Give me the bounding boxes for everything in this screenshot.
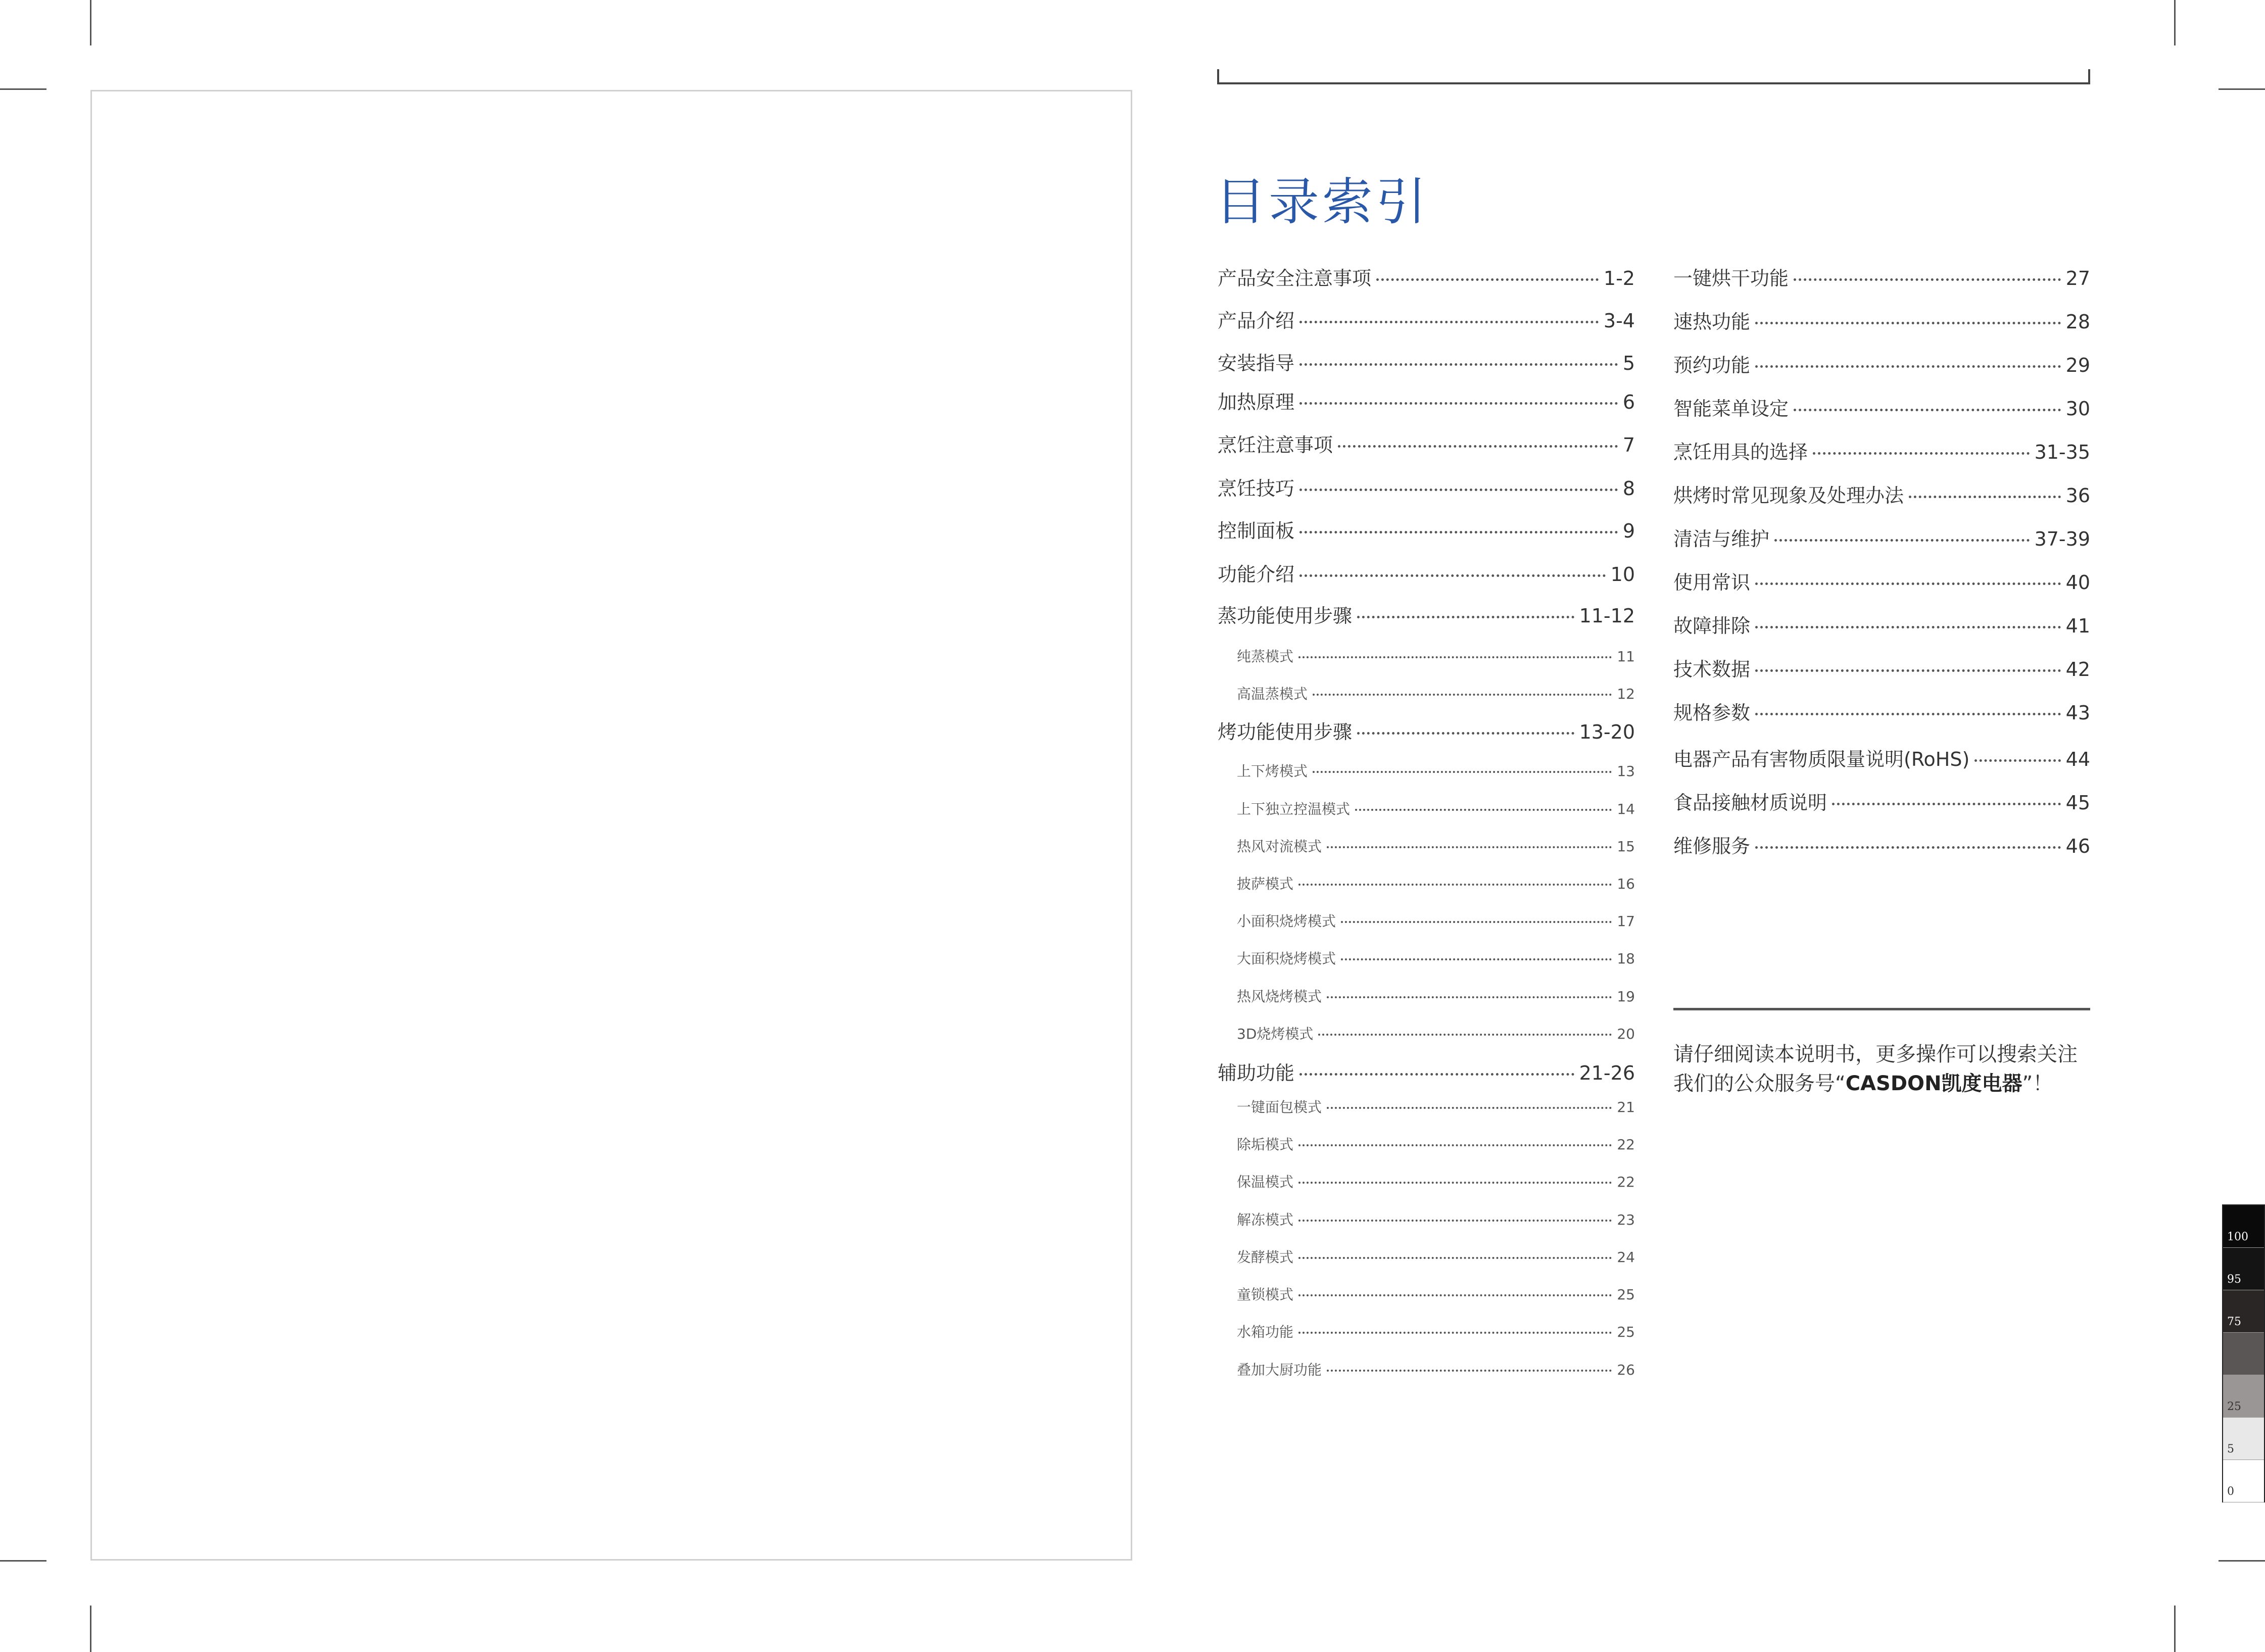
toc-entry-label: 解冻模式 [1237, 1211, 1294, 1228]
grayscale-swatch-label: 25 [2227, 1400, 2241, 1413]
toc-entry-label: 安装指导 [1218, 352, 1295, 374]
toc-entry-page: 6 [1622, 391, 1635, 413]
toc-entry[interactable] [1237, 1023, 1635, 1043]
dot-leader [1299, 363, 1618, 366]
toc-entry-label: 叠加大厨功能 [1237, 1362, 1322, 1378]
toc-entry-page: 21-26 [1579, 1062, 1635, 1084]
grayscale-swatch-label: 75 [2227, 1316, 2241, 1328]
grayscale-swatch [2223, 1418, 2264, 1460]
toc-entry-page: 15 [1617, 838, 1635, 855]
toc-entry-label: 保温模式 [1237, 1174, 1294, 1190]
dot-leader [1794, 409, 2061, 411]
toc-entry[interactable] [1218, 600, 1635, 628]
toc-entry[interactable] [1673, 610, 2090, 638]
dot-leader [1313, 771, 1612, 773]
toc-entry[interactable] [1218, 429, 1635, 457]
toc-entry[interactable] [1218, 263, 1635, 290]
grayscale-swatch [2223, 1205, 2264, 1248]
toc-entry-label: 辅助功能 [1218, 1062, 1295, 1084]
toc-entry[interactable] [1237, 948, 1635, 968]
dot-leader [1299, 402, 1618, 405]
grayscale-swatch [2223, 1375, 2264, 1418]
grayscale-swatch [2223, 1290, 2264, 1333]
dot-leader [1298, 1182, 1612, 1184]
toc-entry-page: 13-20 [1579, 721, 1635, 743]
dot-leader [1318, 1034, 1612, 1036]
header-bracket [1217, 69, 2090, 84]
toc-entry-label: 上下独立控温模式 [1237, 801, 1351, 817]
crop-mark [2174, 0, 2176, 45]
brand-name: CASDON凯度电器 [1845, 1072, 2022, 1095]
toc-entry[interactable] [1218, 348, 1635, 375]
dot-leader [1327, 996, 1612, 998]
toc-entry-page: 36 [2065, 484, 2090, 507]
toc-entry-page: 20 [1617, 1026, 1635, 1042]
dot-leader [1327, 846, 1612, 848]
dot-leader [1298, 1332, 1612, 1334]
dot-leader [1755, 626, 2061, 628]
toc-entry[interactable] [1673, 306, 2090, 334]
toc-entry-page: 5 [1622, 352, 1635, 374]
dot-leader [1299, 489, 1618, 491]
toc-entry-label: 烤功能使用步骤 [1218, 721, 1353, 743]
toc-entry-label: 产品安全注意事项 [1218, 267, 1372, 289]
toc-entry[interactable] [1673, 393, 2090, 421]
crop-mark [90, 0, 91, 45]
toc-entry-page: 18 [1617, 950, 1635, 967]
toc-entry-label: 技术数据 [1673, 658, 1751, 681]
toc-entry-page: 41 [2065, 615, 2090, 637]
toc-entry-page: 7 [1622, 434, 1635, 456]
toc-entry-page: 14 [1617, 801, 1635, 817]
toc-entry-page: 23 [1617, 1211, 1635, 1228]
dot-leader [1813, 452, 2030, 455]
toc-entry[interactable] [1218, 716, 1635, 744]
toc-entry-page: 29 [2065, 354, 2090, 376]
toc-entry[interactable] [1673, 831, 2090, 858]
toc-entry-label: 3D烧烤模式 [1237, 1026, 1314, 1042]
toc-entry-page: 10 [1610, 563, 1635, 586]
dot-leader [1338, 445, 1618, 448]
grayscale-swatch-label: 95 [2227, 1273, 2241, 1286]
toc-entry-page: 21 [1617, 1099, 1635, 1115]
toc-entry[interactable] [1218, 386, 1635, 414]
dot-leader [1376, 278, 1599, 281]
crop-mark [2174, 1606, 2176, 1652]
dot-leader [1909, 496, 2061, 498]
toc-entry-label: 除垢模式 [1237, 1136, 1294, 1153]
toc-entry-page: 9 [1622, 520, 1635, 542]
toc-entry-label: 烹饪技巧 [1218, 477, 1295, 500]
toc-entry[interactable] [1673, 523, 2090, 551]
toc-entry-label: 烹饪注意事项 [1218, 434, 1333, 456]
crop-mark [2219, 1560, 2265, 1562]
crop-mark [0, 88, 46, 90]
toc-entry[interactable] [1237, 1134, 1635, 1154]
toc-entry[interactable] [1237, 1321, 1635, 1341]
toc-entry[interactable] [1673, 744, 2090, 771]
toc-entry[interactable] [1218, 1057, 1635, 1085]
toc-entry-page: 11-12 [1579, 605, 1635, 627]
toc-entry-page: 42 [2065, 658, 2090, 681]
toc-entry-page: 22 [1617, 1174, 1635, 1190]
toc-entry-page: 1-2 [1603, 267, 1635, 289]
toc-entry[interactable] [1237, 1209, 1635, 1229]
toc-entry[interactable] [1237, 646, 1635, 666]
grayscale-swatch-label: 5 [2227, 1443, 2234, 1455]
reading-note [1673, 1040, 2093, 1098]
toc-entry-page: 28 [2065, 311, 2090, 333]
toc-entry-page: 25 [1617, 1324, 1635, 1340]
dot-leader [1355, 809, 1612, 811]
dot-leader [1298, 1257, 1612, 1259]
toc-entry-label: 烹饪用具的选择 [1673, 441, 1808, 463]
toc-entry-page: 30 [2065, 398, 2090, 420]
dot-leader [1327, 1107, 1612, 1109]
dot-leader [1755, 846, 2061, 849]
dot-leader [1298, 656, 1612, 658]
toc-entry-label: 使用常识 [1673, 571, 1751, 594]
toc-entry-page: 44 [2065, 748, 2090, 770]
grayscale-swatch [2223, 1248, 2264, 1290]
dot-leader [1298, 1294, 1612, 1296]
dot-leader [1313, 694, 1612, 696]
dot-leader [1755, 713, 2061, 715]
toc-entry[interactable] [1218, 515, 1635, 543]
toc-entry-page: 17 [1617, 913, 1635, 930]
grayscale-swatch [2223, 1460, 2264, 1502]
dot-leader [1774, 539, 2030, 542]
toc-entry-label: 上下烤模式 [1237, 763, 1308, 780]
dot-leader [1974, 759, 2060, 762]
dot-leader [1298, 1220, 1612, 1222]
toc-entry[interactable] [1673, 697, 2090, 725]
toc-entry[interactable] [1673, 787, 2090, 815]
toc-entry-label: 热风烧烤模式 [1237, 988, 1322, 1005]
crop-mark [2219, 88, 2265, 90]
toc-entry-page: 12 [1617, 686, 1635, 702]
toc-entry-label: 产品介绍 [1218, 310, 1295, 332]
toc-entry-page: 24 [1617, 1249, 1635, 1266]
toc-entry-page: 31-35 [2034, 441, 2090, 463]
toc-entry[interactable] [1673, 654, 2090, 682]
toc-entry[interactable] [1218, 473, 1635, 501]
toc-entry[interactable] [1237, 873, 1635, 893]
toc-entry-label: 一键面包模式 [1237, 1099, 1322, 1115]
grayscale-swatch-label: 100 [2227, 1231, 2248, 1243]
toc-entry-label: 智能菜单设定 [1673, 398, 1789, 420]
toc-entry[interactable] [1237, 986, 1635, 1006]
toc-entry-label: 维修服务 [1673, 835, 1751, 857]
toc-entry[interactable] [1237, 836, 1635, 856]
toc-entry[interactable] [1218, 305, 1635, 333]
note-line-2-suffix: ”！ [2022, 1072, 2053, 1095]
dot-leader [1755, 582, 2061, 585]
toc-entry-page: 19 [1617, 988, 1635, 1005]
note-line-1: 请仔细阅读本说明书，更多操作可以搜索关注 [1673, 1043, 2078, 1066]
toc-entry-page: 13 [1617, 763, 1635, 780]
dot-leader [1341, 921, 1612, 923]
dot-leader [1298, 1144, 1612, 1146]
dot-leader [1299, 321, 1599, 323]
dot-leader [1357, 732, 1574, 735]
page-title: 目录索引 [1215, 172, 1429, 231]
toc-entry[interactable] [1673, 567, 2090, 595]
toc-entry-label: 清洁与维护 [1673, 528, 1770, 550]
dot-leader [1341, 958, 1612, 960]
toc-entry-label: 童锁模式 [1237, 1286, 1294, 1303]
toc-entry[interactable] [1673, 350, 2090, 377]
toc-entry-label: 电器产品有害物质限量说明(RoHS) [1673, 748, 1970, 770]
toc-entry-label: 烘烤时常见现象及处理办法 [1673, 484, 1904, 507]
toc-entry-label: 速热功能 [1673, 311, 1751, 333]
toc-entry-label: 热风对流模式 [1237, 838, 1322, 855]
toc-entry-label: 水箱功能 [1237, 1324, 1294, 1340]
toc-entry[interactable] [1673, 263, 2090, 290]
dot-leader [1298, 884, 1612, 886]
toc-entry-label: 预约功能 [1673, 354, 1751, 376]
toc-entry-page: 45 [2065, 792, 2090, 814]
toc-entry[interactable] [1237, 1359, 1635, 1379]
toc-entry-page: 25 [1617, 1286, 1635, 1303]
toc-entry[interactable] [1218, 559, 1635, 587]
toc-entry-page: 8 [1622, 477, 1635, 500]
dot-leader [1327, 1370, 1612, 1372]
toc-entry-label: 控制面板 [1218, 520, 1295, 542]
toc-entry-label: 食品接触材质说明 [1673, 792, 1827, 814]
toc-entry-label: 规格参数 [1673, 702, 1751, 724]
note-line-2-prefix: 我们的公众服务号“ [1673, 1072, 1846, 1095]
toc-entry-page: 46 [2065, 835, 2090, 857]
toc-entry-page: 37-39 [2034, 528, 2090, 550]
dot-leader [1832, 803, 2061, 805]
grayscale-calibration-bar [2222, 1204, 2265, 1502]
toc-entry-label: 纯蒸模式 [1237, 648, 1294, 665]
toc-entry[interactable] [1237, 1096, 1635, 1116]
toc-entry[interactable] [1237, 1284, 1635, 1304]
toc-entry[interactable] [1673, 480, 2090, 508]
toc-entry-page: 22 [1617, 1136, 1635, 1153]
toc-entry-page: 40 [2065, 571, 2090, 594]
toc-entry-label: 功能介绍 [1218, 563, 1295, 586]
toc-entry[interactable] [1237, 798, 1635, 818]
crop-mark [90, 1606, 91, 1652]
toc-entry-label: 故障排除 [1673, 615, 1751, 637]
toc-entry[interactable] [1237, 910, 1635, 931]
toc-entry-label: 高温蒸模式 [1237, 686, 1308, 702]
grayscale-swatch [2223, 1333, 2264, 1375]
dot-leader [1299, 1073, 1574, 1076]
toc-entry-label: 一键烘干功能 [1673, 267, 1789, 289]
toc-entry-label: 小面积烧烤模式 [1237, 913, 1336, 930]
toc-entry-page: 26 [1617, 1362, 1635, 1378]
toc-entry-page: 11 [1617, 648, 1635, 665]
toc-entry-label: 蒸功能使用步骤 [1218, 605, 1353, 627]
crop-mark [0, 1560, 46, 1562]
blank-page-frame [90, 90, 1132, 1561]
toc-entry-page: 43 [2065, 702, 2090, 724]
dot-leader [1755, 322, 2061, 324]
toc-entry[interactable] [1237, 683, 1635, 703]
toc-entry-label: 披萨模式 [1237, 876, 1294, 892]
dot-leader [1357, 616, 1574, 618]
note-divider [1673, 1008, 2090, 1010]
toc-entry[interactable] [1237, 760, 1635, 781]
grayscale-swatch-label: 0 [2227, 1485, 2234, 1498]
toc-entry[interactable] [1237, 1246, 1635, 1267]
toc-entry-label: 发酵模式 [1237, 1249, 1294, 1266]
dot-leader [1755, 669, 2061, 672]
toc-entry[interactable] [1237, 1171, 1635, 1191]
dot-leader [1755, 365, 2061, 368]
toc-entry-label: 大面积烧烤模式 [1237, 950, 1336, 967]
toc-entry-page: 16 [1617, 876, 1635, 892]
toc-entry[interactable] [1673, 436, 2090, 464]
toc-entry-page: 27 [2065, 267, 2090, 289]
toc-entry-page: 3-4 [1603, 310, 1635, 332]
toc-entry-label: 加热原理 [1218, 391, 1295, 413]
dot-leader [1794, 278, 2061, 281]
dot-leader [1299, 574, 1606, 577]
dot-leader [1299, 531, 1618, 533]
